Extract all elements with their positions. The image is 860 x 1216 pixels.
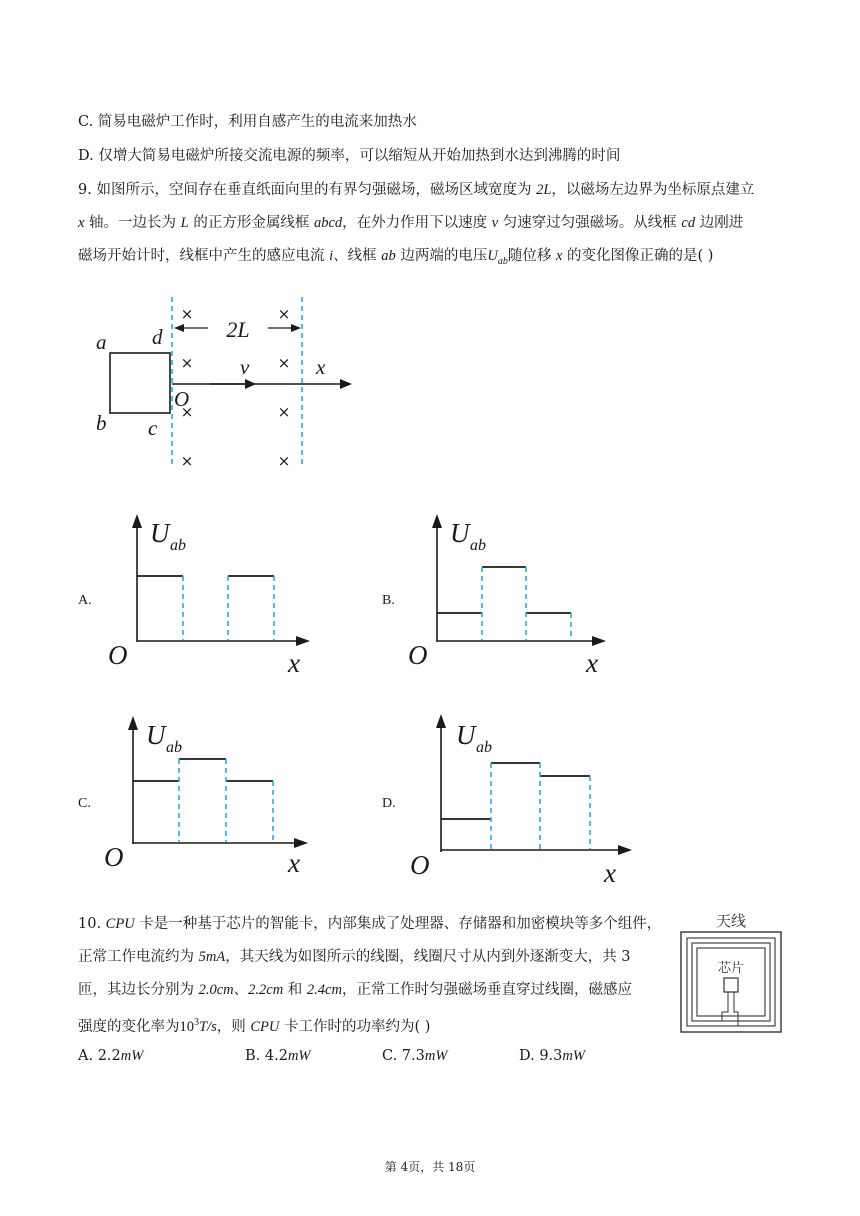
option-label-c: C. [78,796,91,811]
svg-text:ab: ab [470,537,486,554]
svg-text:O: O [108,640,128,670]
field-cross: × [180,403,194,421]
label-2L: 2L [226,317,250,342]
svg-text:x: x [586,648,598,678]
choice-c: C. 7.3mW [382,1048,448,1064]
field-cross: × [277,452,291,470]
option-label-a: A. [78,593,92,608]
velocity-arrowhead [245,379,256,389]
svg-text:ab: ab [170,537,186,554]
field-cross: × [180,354,194,372]
field-cross: × [180,305,194,323]
x-axis-arrowhead [340,379,352,389]
width-arrowhead-right [291,324,301,332]
cpu-card-antenna-figure [676,908,786,1038]
q8-option-c: C. 简易电磁炉工作时，利用自感产生的电流来加热水 [78,114,417,130]
svg-text:O: O [408,640,428,670]
square-loop [110,353,170,413]
svg-text:O: O [104,842,124,872]
q10-stem-line3: 匝，其边长分别为 2.0cm、2.2cm 和 2.4cm，正常工作时匀强磁场垂直穿过线圈，磁感应 [78,982,632,998]
svg-text:ab: ab [476,739,492,756]
svg-text:U: U [150,518,170,548]
magnetic-field-figure [90,292,390,472]
chip [724,978,738,992]
q9-stem-line1: 9. 如图所示，空间存在垂直纸面向里的有界匀强磁场，磁场区域宽度为 2L，以磁场左边界为坐标原点建立 [78,182,755,198]
q9-stem-line2: x 轴。一边长为 L 的正方形金属线框 abcd，在外力作用下以速度 v 匀速穿过匀强磁场。从线框 cd 边刚进 [78,215,744,231]
field-cross: × [277,354,291,372]
q10-stem-line2: 正常工作电流约为 5mA，其天线为如图所示的线圈，线圈尺寸从内到外逐渐变大，共 3 [78,949,631,965]
chip-lead-1 [722,992,728,1021]
field-cross: × [180,452,194,470]
label-d: d [152,325,163,349]
field-cross: × [277,403,291,421]
antenna-label: 天线 [715,912,747,930]
label-b: b [96,411,107,435]
chip-label: 芯片 [717,961,745,976]
svg-text:O: O [410,850,430,880]
choice-a: A. 2.2mW [78,1048,144,1064]
label-origin: O [174,387,190,411]
field-cross: × [277,305,291,323]
option-label-b: B. [382,593,395,608]
label-x: x [316,355,326,379]
svg-text:U: U [146,720,166,750]
svg-text:x: x [604,858,616,888]
width-arrowhead-left [174,324,184,332]
svg-text:ab: ab [166,739,182,756]
label-a: a [96,330,107,354]
svg-text:x: x [288,648,300,678]
svg-text:U: U [450,518,470,548]
graph-option-a [100,512,320,682]
option-label-d: D. [382,796,396,811]
q9-stem-line3: 磁场开始计时，线框中产生的感应电流 i、线框 ab 边两端的电压$U_{ab}$随位移 x 的变化图像正确的是( ) [78,248,714,267]
choice-b: B. 4.2mW [245,1048,311,1064]
choice-d: D. 9.3mW [519,1048,585,1064]
graph-option-b [400,512,620,682]
page-footer: 第 4页，共 18页 [384,1160,476,1174]
svg-text:x: x [288,848,300,878]
q10-stem-line1: 10. CPU 卡是一种基于芯片的智能卡，内部集成了处理器、存储器和加密模块等多个组件， [78,916,662,932]
graph-option-d [404,712,644,887]
label-v: v [240,355,250,379]
svg-text:U: U [456,720,476,750]
q8-option-d: D. 仅增大简易电磁炉所接交流电源的频率，可以缩短从开始加热到水达到沸腾的时间 [78,148,621,164]
label-c: c [148,416,158,440]
graph-option-c [98,714,318,884]
q10-stem-line4: 强度的变化率为$10^3T/s$，则 CPU 卡工作时的功率约为( ) [78,1017,431,1035]
